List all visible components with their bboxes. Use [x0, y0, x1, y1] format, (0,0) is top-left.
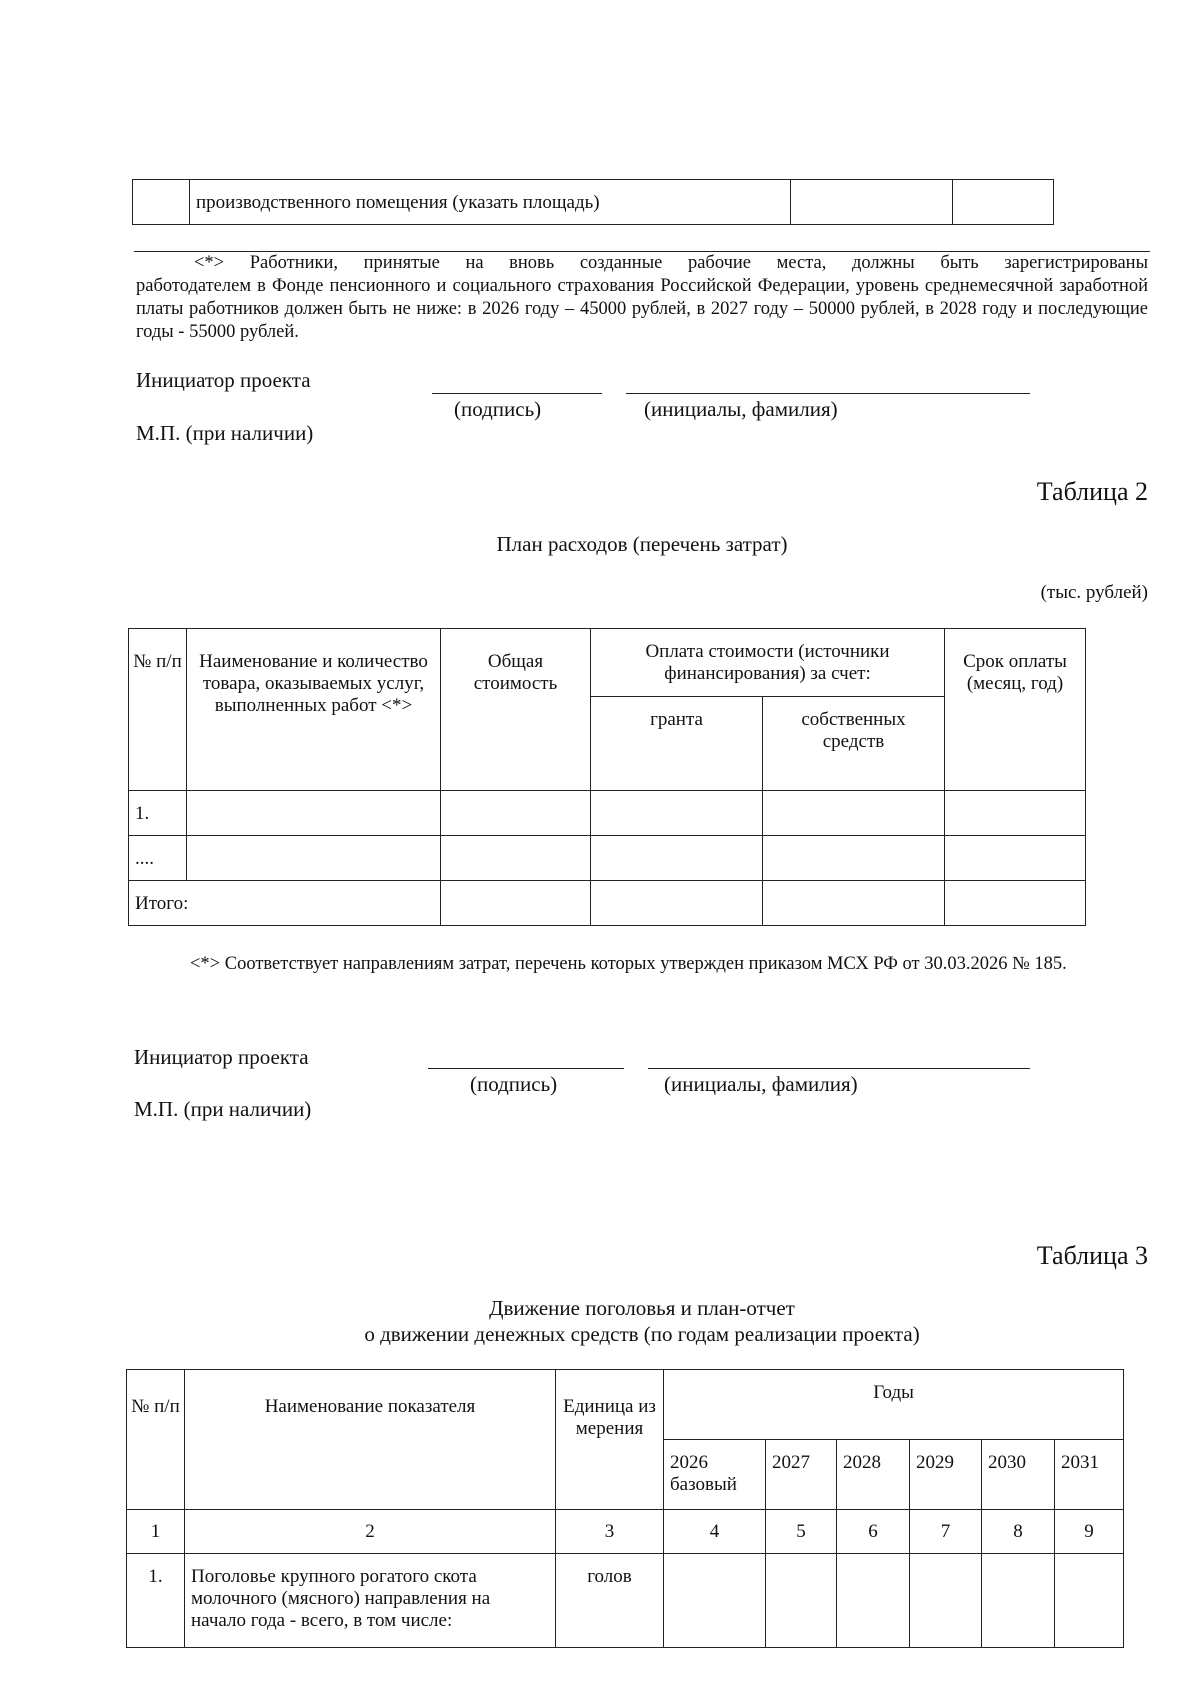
column-number: 8 — [982, 1510, 1055, 1554]
table-2-header-name: Наименование и количество товара, оказываемых услуг, выполненных работ <*> — [187, 629, 441, 791]
table-2-title: План расходов (перечень затрат) — [496, 532, 788, 556]
stamp-label-2: М.П. (при наличии) — [134, 1097, 312, 1121]
table-3-header-name: Наименование показателя — [185, 1370, 556, 1510]
footnote-1 — [136, 252, 1148, 344]
table-row-total — [129, 881, 1086, 926]
column-number: 2 — [185, 1510, 556, 1554]
initiator-label-1: Инициатор проекта — [136, 368, 311, 392]
table-3-year-2: 2027 — [766, 1440, 837, 1510]
table-2-header-payment: Оплата стоимости (источники финансирования) за счет: — [591, 629, 945, 697]
top-table-value-cell-2 — [953, 180, 1054, 225]
footnote-2: <*> Соответствует направлениям затрат, перечень которых утвержден приказом МСХ РФ от 30.03.2026 № 185. — [190, 954, 1067, 974]
table-3-row-1-unit: голов — [556, 1554, 664, 1648]
footnote-1-first-line: <*> Работники, принятые на вновь созданные рабочие места, должны быть зарегистрированы — [194, 253, 1148, 273]
column-number: 7 — [910, 1510, 982, 1554]
signature-line-1 — [432, 393, 602, 394]
initiator-label-2: Инициатор проекта — [134, 1045, 309, 1069]
name-line-2 — [648, 1068, 1030, 1069]
column-number: 6 — [837, 1510, 910, 1554]
table-3-row-1-num: 1. — [127, 1554, 185, 1648]
table-row — [127, 1554, 1124, 1648]
table-2-header-own: собственных средств — [763, 697, 945, 791]
top-table-value-cell-1 — [791, 180, 953, 225]
table-2-row-1-num: 1. — [129, 791, 187, 836]
table-2-units: (тыс. рублей) — [1040, 582, 1148, 603]
table-3-row-1-name: Поголовье крупного рогатого скота молочного (мясного) направления на начало года - всего, в том числе: — [185, 1554, 556, 1648]
signature-caption-1: (подпись) — [454, 397, 542, 421]
table-3-year-6: 2031 — [1055, 1440, 1124, 1510]
top-table-num-cell — [133, 180, 190, 225]
table-3-year-5: 2030 — [982, 1440, 1055, 1510]
column-number: 3 — [556, 1510, 664, 1554]
name-caption-2: (инициалы, фамилия) — [664, 1072, 858, 1096]
signature-caption-2: (подпись) — [470, 1072, 558, 1096]
table-3-year-4: 2029 — [910, 1440, 982, 1510]
table-2-header-num: № п/п — [129, 629, 187, 791]
table-2-total-label: Итого: — [129, 881, 441, 926]
table-2 — [128, 628, 1086, 926]
table-3-column-numbers — [127, 1510, 1124, 1554]
top-table-text-cell — [190, 180, 791, 225]
table-3-header-years: Годы — [664, 1370, 1124, 1440]
table-2-header-total: Общая стоимость — [441, 629, 591, 791]
column-number: 4 — [664, 1510, 766, 1554]
table-row — [129, 836, 1086, 881]
column-number: 9 — [1055, 1510, 1124, 1554]
column-number: 5 — [766, 1510, 837, 1554]
name-line-1 — [626, 393, 1030, 394]
column-number: 1 — [127, 1510, 185, 1554]
table-2-label: Таблица 2 — [1036, 477, 1148, 506]
name-caption-1: (инициалы, фамилия) — [644, 397, 838, 421]
table-3-header-num: № п/п — [127, 1370, 185, 1510]
table-2-header-term: Срок оплаты (месяц, год) — [945, 629, 1086, 791]
table-3-year-1: 2026 базовый — [664, 1440, 766, 1510]
table-3 — [126, 1369, 1124, 1648]
stamp-label-1: М.П. (при наличии) — [136, 421, 314, 445]
footnote-1-rest: работодателем в Фонде пенсионного и социального страхования Российской Федерации, уровень среднемесячной заработной платы работников должен быть не ниже: в 2026 году – 45000 рублей, в 2027 году – 50000 рублей, в 2028 году и последующие годы - 55000 рублей. — [136, 276, 1148, 342]
table-2-row-2-num: .... — [129, 836, 187, 881]
table-3-header-unit: Единица измерения — [556, 1370, 664, 1510]
table-3-label: Таблица 3 — [1036, 1241, 1148, 1270]
table-2-header-grant: гранта — [591, 697, 763, 791]
table-3-title-line-2: о движении денежных средств (по годам реализации проекта) — [364, 1322, 920, 1346]
table-3-title-line-1: Движение поголовья и план-отчет — [489, 1296, 795, 1320]
top-table-row-text: производственного помещения (указать площадь) — [196, 192, 600, 213]
table-row — [129, 791, 1086, 836]
signature-line-2 — [428, 1068, 624, 1069]
top-table — [132, 179, 1054, 225]
table-3-year-3: 2028 — [837, 1440, 910, 1510]
